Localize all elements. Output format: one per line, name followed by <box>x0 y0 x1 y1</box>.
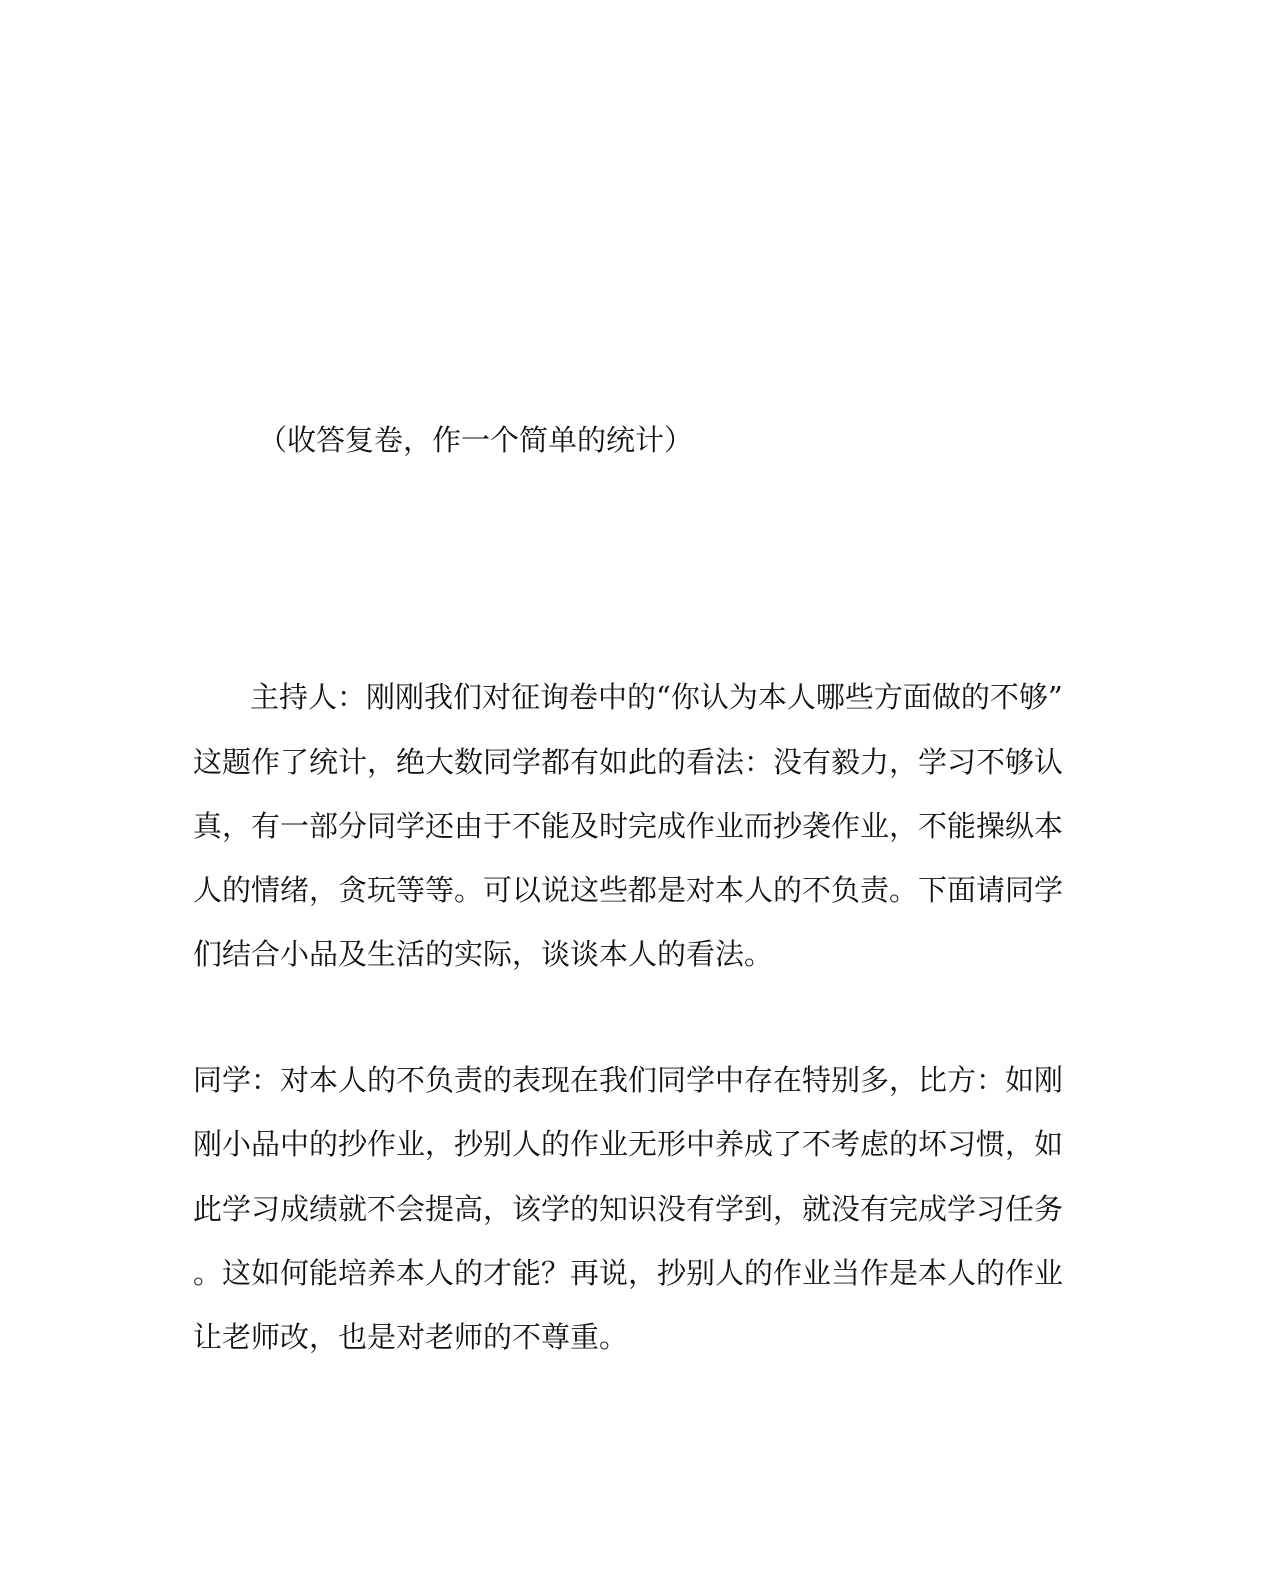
host-line-5: 们结合小品及生活的实际，谈谈本人的看法。 <box>193 937 774 971</box>
student-line-4: 。这如何能培养本人的才能？再说，抄别人的作业当作是本人的作业 <box>193 1256 1064 1290</box>
host-line-3: 真，有一部分同学还由于不能及时完成作业而抄袭作业，不能操纵本 <box>193 809 1064 843</box>
host-line-4: 人的情绪，贪玩等等。可以说这些都是对本人的不负责。下面请同学 <box>193 873 1064 907</box>
student-line-2: 刚小品中的抄作业，抄别人的作业无形中养成了不考虑的坏习惯，如 <box>193 1127 1064 1161</box>
statistics-note: （收答复卷，作一个简单的统计） <box>258 423 694 457</box>
host-line-2: 这题作了统计，绝大数同学都有如此的看法：没有毅力，学习不够认 <box>193 745 1064 779</box>
student-line-3: 此学习成绩就不会提高，该学的知识没有学到，就没有完成学习任务 <box>193 1192 1064 1226</box>
host-line-1-text: 主持人：刚刚我们对征询卷中的“你认为本人哪些方面做的不够” <box>250 680 1063 714</box>
host-line-1 <box>250 677 1073 717</box>
student-line-1: 同学：对本人的不负责的表现在我们同学中存在特别多，比方：如刚 <box>193 1063 1064 1097</box>
student-line-5: 让老师改，也是对老师的不尊重。 <box>193 1320 629 1354</box>
